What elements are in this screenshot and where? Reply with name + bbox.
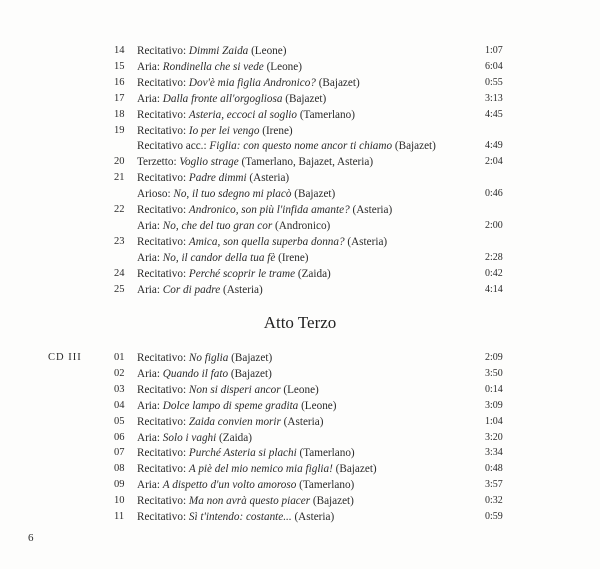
track-description — [137, 170, 289, 186]
track-number: 10 — [114, 495, 125, 507]
track-row — [0, 91, 600, 107]
track-role: (Tamerlano, Bajazet, Asteria) — [241, 156, 374, 169]
track-type: Recitativo: — [137, 172, 187, 185]
track-row — [0, 282, 600, 298]
track-duration: 4:45 — [485, 108, 503, 120]
track-role: (Bajazet) — [230, 367, 272, 380]
act-heading: Atto Terzo — [263, 313, 337, 332]
track-title: Dov'è mia figlia Andronico? — [188, 76, 316, 89]
track-duration: 3:20 — [485, 431, 503, 443]
track-description — [137, 382, 319, 398]
track-row — [0, 123, 600, 139]
track-type: Aria: — [137, 219, 160, 232]
track-description — [137, 154, 373, 170]
track-duration: 1:07 — [485, 45, 503, 56]
track-description — [137, 414, 323, 430]
track-role: (Asteria) — [352, 204, 393, 216]
track-row — [0, 186, 600, 202]
track-role: (Bajazet) — [318, 76, 360, 89]
track-title: Voglio strage — [179, 156, 239, 169]
track-type: Recitativo: — [137, 495, 187, 508]
track-row — [0, 382, 600, 398]
track-title: Dolce lampo di speme gradita — [162, 399, 299, 412]
track-duration: 0:46 — [485, 188, 503, 200]
track-role: (Asteria) — [249, 172, 290, 185]
track-number: 15 — [114, 60, 125, 72]
track-description — [137, 282, 263, 298]
track-duration: 0:14 — [485, 383, 503, 395]
track-duration: 0:59 — [485, 511, 503, 522]
track-number: 25 — [114, 283, 125, 295]
track-title: Quando il fato — [162, 367, 229, 380]
track-role: (Asteria) — [347, 235, 388, 248]
track-role: (Asteria) — [283, 415, 324, 428]
track-description — [137, 138, 436, 154]
track-role: (Irene) — [278, 251, 309, 264]
track-type: Recitativo: — [137, 45, 187, 57]
track-type: Recitativo: — [137, 124, 187, 137]
track-role: (Bajazet) — [394, 140, 436, 153]
track-row — [0, 43, 600, 59]
track-duration: 4:14 — [485, 283, 503, 295]
track-row — [0, 414, 600, 430]
track-description — [137, 123, 293, 139]
track-type: Recitativo: — [137, 267, 187, 280]
track-type: Recitativo: — [137, 511, 187, 523]
track-description — [137, 350, 272, 366]
track-type: Recitativo: — [137, 415, 187, 428]
track-role: (Leone) — [266, 60, 302, 73]
track-duration: 0:55 — [485, 76, 503, 88]
track-row — [0, 170, 600, 186]
track-duration: 2:09 — [485, 352, 503, 363]
track-description — [137, 366, 272, 382]
track-duration: 3:50 — [485, 367, 503, 379]
track-number: 20 — [114, 156, 125, 168]
track-description — [137, 430, 252, 446]
track-duration: 0:42 — [485, 267, 503, 279]
track-title: Andronico, son più l'infida amante? — [188, 204, 350, 216]
track-role: (Leone) — [283, 383, 319, 396]
track-type: Aria: — [137, 431, 160, 444]
track-number: 18 — [114, 108, 125, 120]
track-duration: 3:13 — [485, 92, 503, 104]
track-number: 01 — [114, 352, 125, 363]
track-row — [0, 154, 600, 170]
track-duration: 0:32 — [485, 495, 503, 507]
track-title: Rondinella che si vede — [162, 60, 264, 73]
track-title: Dimmi Zaida — [188, 45, 249, 57]
track-description — [137, 107, 355, 123]
track-role: (Bajazet) — [285, 92, 327, 105]
track-role: (Andronico) — [274, 219, 331, 232]
track-duration: 0:48 — [485, 463, 503, 475]
track-type: Aria: — [137, 367, 160, 380]
track-role: (Asteria) — [294, 511, 335, 523]
track-duration: 2:04 — [485, 156, 503, 168]
track-title: Dalla fronte all'orgogliosa — [162, 92, 283, 105]
track-role: (Zaida) — [297, 267, 331, 280]
track-description — [137, 509, 334, 525]
track-type: Recitativo: — [137, 204, 187, 216]
track-description — [137, 266, 331, 282]
track-type: Recitativo: — [137, 235, 187, 248]
track-row — [0, 138, 600, 154]
track-title: Ma non avrà questo piacer — [188, 495, 311, 508]
track-row — [0, 445, 600, 461]
track-description — [137, 75, 360, 91]
track-row — [0, 350, 600, 366]
track-row — [0, 266, 600, 282]
track-title: Solo i vaghi — [162, 431, 217, 444]
track-title: Figlia: con questo nome ancor ti chiamo — [209, 140, 393, 153]
track-type: Aria: — [137, 92, 160, 105]
track-role: (Bajazet) — [312, 495, 354, 508]
track-duration: 6:04 — [485, 60, 503, 72]
track-description — [137, 234, 387, 250]
track-role: (Leone) — [251, 45, 287, 57]
track-title: Asteria, eccoci al soglio — [188, 108, 298, 121]
track-row — [0, 234, 600, 250]
track-row — [0, 430, 600, 446]
track-type: Aria: — [137, 60, 160, 73]
track-title: No, il tuo sdegno mi placò — [173, 188, 292, 201]
track-number: 06 — [114, 431, 125, 443]
track-duration: 3:34 — [485, 447, 503, 459]
track-role: (Tamerlano) — [299, 479, 355, 492]
track-number: 11 — [114, 511, 125, 522]
page-number: 6 — [28, 532, 34, 544]
track-duration: 1:04 — [485, 415, 503, 427]
track-row — [0, 202, 600, 218]
track-title: Zaida convien morir — [188, 415, 281, 428]
track-title: Io per lei vengo — [188, 124, 260, 137]
track-role: (Tamerlano) — [299, 447, 355, 460]
track-title: Cor di padre — [162, 283, 221, 296]
track-description — [137, 493, 354, 509]
track-role: (Bajazet) — [294, 188, 336, 201]
track-type: Terzetto: — [137, 156, 177, 169]
track-title: A piè del mio nemico mia figlia! — [188, 463, 333, 476]
track-type: Aria: — [137, 479, 160, 492]
cd-label: CD III — [48, 352, 82, 363]
track-description — [137, 218, 330, 234]
track-title: Non si disperi ancor — [188, 383, 281, 396]
track-row — [0, 461, 600, 477]
track-description — [137, 250, 309, 266]
track-title: Amica, son quella superba donna? — [188, 235, 345, 248]
track-row — [0, 398, 600, 414]
track-row — [0, 75, 600, 91]
track-number: 23 — [114, 235, 125, 247]
track-role: (Zaida) — [219, 431, 252, 444]
track-type: Recitativo: — [137, 463, 187, 476]
track-number: 22 — [114, 204, 125, 215]
track-row — [0, 250, 600, 266]
track-duration: 2:28 — [485, 251, 503, 263]
track-title: Purché Asteria si plachi — [188, 447, 297, 460]
track-duration: 4:49 — [485, 140, 503, 152]
track-number: 02 — [114, 367, 125, 379]
track-row — [0, 107, 600, 123]
track-number: 16 — [114, 76, 125, 88]
track-duration: 2:00 — [485, 219, 503, 231]
track-type: Recitativo: — [137, 383, 187, 396]
track-title: No figlia — [188, 352, 229, 364]
track-number: 19 — [114, 124, 125, 136]
track-number: 07 — [114, 447, 125, 459]
track-role: (Leone) — [301, 399, 337, 412]
track-type: Aria: — [137, 283, 160, 296]
track-type: Aria: — [137, 251, 160, 264]
track-number: 14 — [114, 45, 125, 56]
track-description — [137, 186, 335, 202]
track-number: 21 — [114, 172, 125, 184]
track-type: Recitativo acc.: — [137, 140, 207, 153]
track-type: Recitativo: — [137, 447, 187, 460]
track-row — [0, 509, 600, 525]
track-number: 04 — [114, 399, 125, 411]
track-type: Recitativo: — [137, 76, 187, 89]
track-description — [137, 445, 355, 461]
track-row — [0, 477, 600, 493]
track-row — [0, 366, 600, 382]
track-description — [137, 398, 336, 414]
track-description — [137, 43, 286, 59]
track-number: 08 — [114, 463, 125, 475]
track-description — [137, 202, 392, 218]
track-number: 05 — [114, 415, 125, 427]
track-type: Arioso: — [137, 188, 171, 201]
track-type: Aria: — [137, 399, 160, 412]
track-title: Perché scoprir le trame — [188, 267, 296, 280]
track-title: Sì t'intendo: costante... — [188, 511, 292, 523]
track-duration: 3:09 — [485, 399, 503, 411]
track-description — [137, 59, 302, 75]
track-role: (Asteria) — [222, 283, 263, 296]
track-duration: 3:57 — [485, 479, 503, 491]
track-title: A dispetto d'un volto amoroso — [162, 479, 297, 492]
track-title: No, il candor della tua fè — [162, 251, 276, 264]
track-number: 17 — [114, 92, 125, 104]
track-row — [0, 59, 600, 75]
track-role: (Tamerlano) — [299, 108, 355, 121]
track-description — [137, 91, 326, 107]
track-role: (Irene) — [262, 124, 293, 137]
track-role: (Bajazet) — [231, 352, 273, 364]
track-type: Recitativo: — [137, 352, 187, 364]
track-number: 09 — [114, 479, 125, 491]
track-row — [0, 493, 600, 509]
track-number: 03 — [114, 383, 125, 395]
track-role: (Bajazet) — [335, 463, 377, 476]
track-row — [0, 218, 600, 234]
track-description — [137, 461, 377, 477]
track-description — [137, 477, 354, 493]
track-type: Recitativo: — [137, 108, 187, 121]
track-title: No, che del tuo gran cor — [162, 219, 273, 232]
track-title: Padre dimmi — [188, 172, 247, 185]
track-number: 24 — [114, 267, 125, 279]
